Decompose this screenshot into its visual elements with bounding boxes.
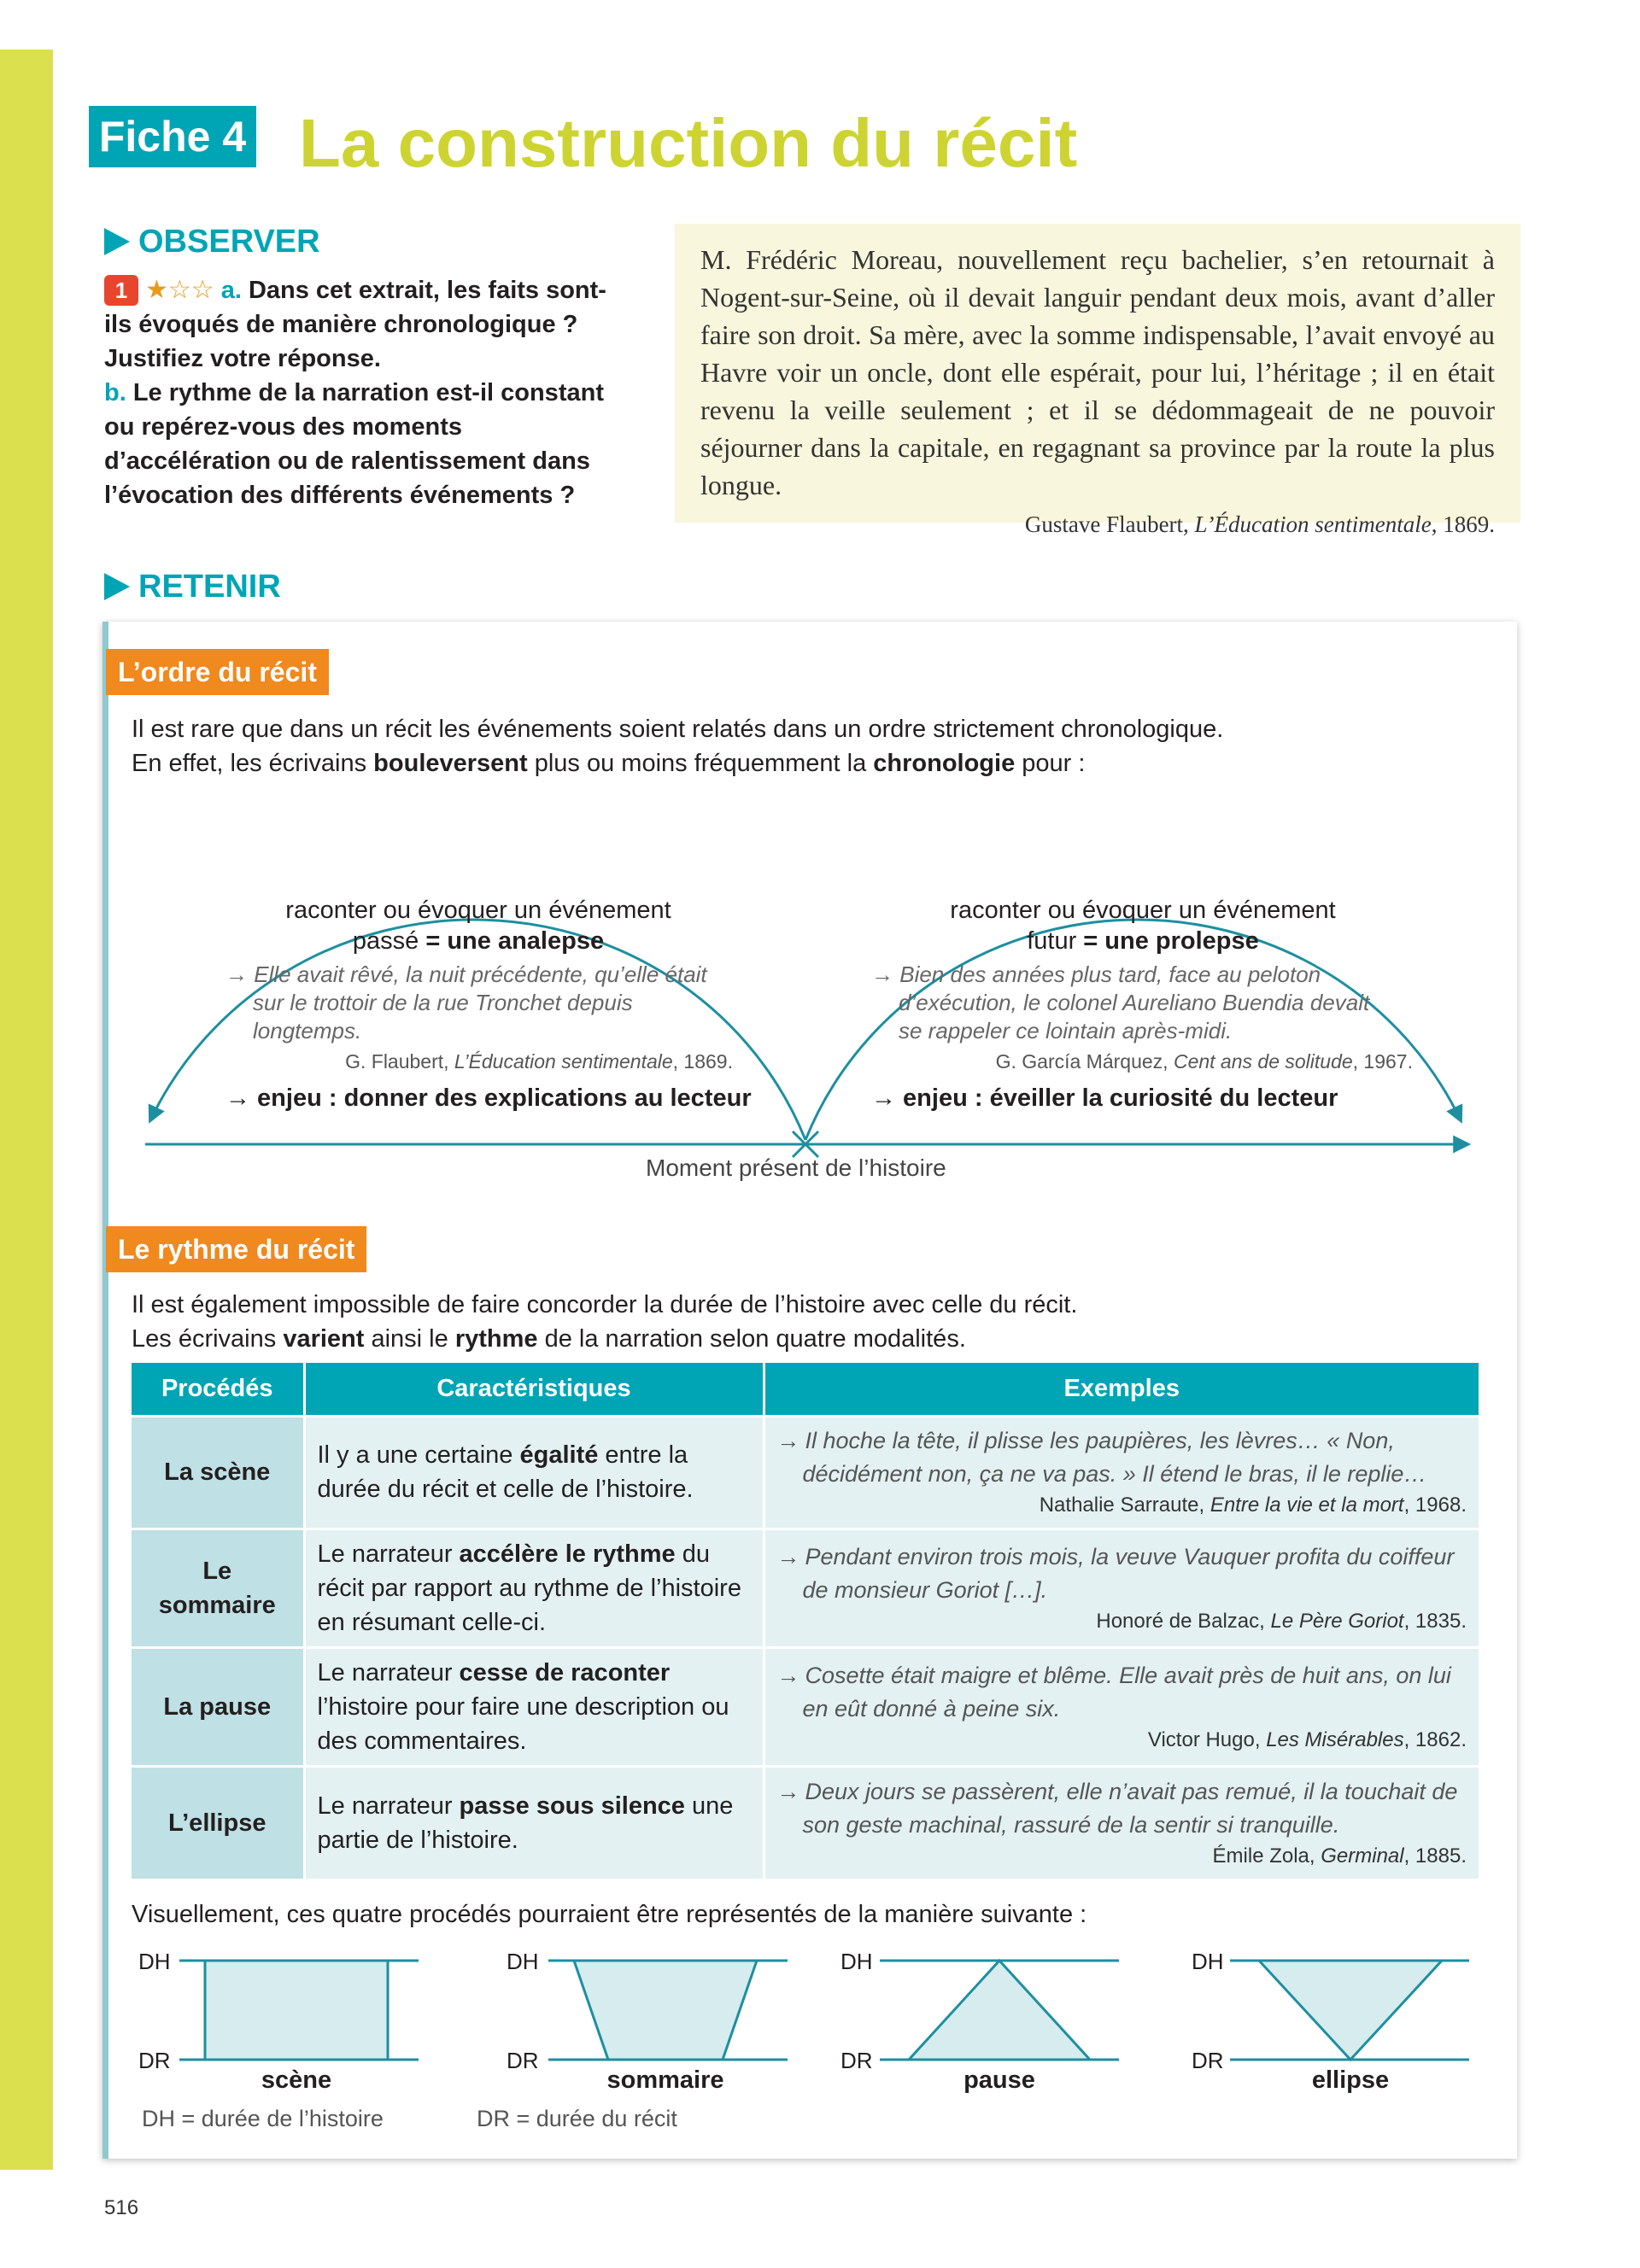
fiche-badge: Fiche 4 [89,106,256,167]
exemple-cell: → Cosette était maigre et blême. Elle avait près de huit ans, on lui en eût donné à peine six. Victor Hugo, Les Misérables, 1862. [764,1647,1480,1766]
question-a-text: Dans cet extrait, les faits sont-ils évoqués de manière chronologique ? Justifiez votre réponse. [104,277,606,372]
shape-name: scène [261,2066,332,2094]
page-number: 516 [104,2196,139,2219]
procede-cell: La pause [132,1647,304,1766]
excerpt-source: Gustave Flaubert, L’Éducation sentimentale, 1869. [1024,511,1495,537]
procede-cell: Le sommaire [132,1529,304,1647]
ordre-intro-line1: Il est rare que dans un récit les événements soient relatés dans un ordre strictement chronologique. [132,716,1224,743]
prolepse-citation: G. García Márquez, Cent ans de solitude, 1967. [995,1050,1413,1073]
ordre-tag: L’ordre du récit [106,649,329,695]
caracteristique-cell: Le narrateur cesse de raconter l’histoire pour faire une description ou des commentaires. [304,1647,764,1766]
caracteristique-cell: Le narrateur passe sous silence une partie de l’histoire. [304,1766,764,1879]
timeline-label: Moment présent de l’histoire [646,1154,946,1181]
difficulty-stars-icon: ★☆☆ [145,276,214,304]
caracteristique-cell: Le narrateur accélère le rythme du récit par rapport au rythme de l’histoire en résumant celle-ci. [304,1529,764,1647]
shape-name: sommaire [606,2066,724,2094]
exemple-citation: Nathalie Sarraute, Entre la vie et la mort, 1968. [1039,1493,1467,1517]
retenir-heading: RETENIR [104,567,281,606]
legend-dr: DR = durée du récit [477,2106,677,2131]
prolepse-example: → Bien des années plus tard, face au peloton d’exécution, le colonel Aureliano Buendia devait se rappeler ce lointain après-midi. [871,962,1370,1043]
dr-label: DR [507,2048,539,2073]
rythme-tag: Le rythme du récit [106,1226,366,1272]
exemple-citation: Victor Hugo, Les Misérables, 1862. [1147,1727,1467,1751]
rythme-intro-line1: Il est également impossible de faire concorder la durée de l’histoire avec celle du récit. [132,1291,1078,1318]
procede-cell: L’ellipse [132,1766,304,1879]
dh-label: DH [138,1949,171,1974]
dh-label: DH [840,1949,873,1974]
exemple-cell: → Il hoche la tête, il plisse les paupières, les lèvres… « Non, décidément non, ça ne va pas. » Il étend le bras, il le replie… Nathalie Sarraute, Entre la vie et la mort, 1968. [764,1416,1480,1529]
analepse-example: → Elle avait rêvé, la nuit précédente, qu’elle était sur le trottoir de la rue Tronchet depuis longtemps. [226,962,707,1043]
dr-label: DR [1192,2048,1224,2073]
exemple-cell: → Pendant environ trois mois, la veuve Vauquer profita du coiffeur de monsieur Goriot […]. Honoré de Balzac, Le Père Goriot, 1835. [764,1529,1480,1647]
shape-ellipse [1230,1961,1469,2060]
dr-label: DR [840,2048,873,2073]
analepse-label: raconter ou évoquer un événement passé = une analepse [285,897,671,955]
column-header: Caractéristiques [304,1363,764,1416]
analepse-citation: G. Flaubert, L’Éducation sentimentale, 1869. [345,1050,733,1073]
question-b-letter: b. [104,379,126,406]
shape-sommaire [548,1961,788,2060]
visual-intro: Visuellement, ces quatre procédés pourraient être représentés de la manière suivante : [132,1901,1087,1928]
column-header: Procédés [132,1363,304,1416]
question-b-text: Le rythme de la narration est-il constant ou repérez-vous des moments d’accélération ou de ralentissement dans l’évocation des différents événements ? [104,379,604,509]
shape-scene [179,1961,419,2060]
prolepse-label: raconter ou évoquer un événement futur = une prolepse [950,897,1336,955]
shape-pause [880,1961,1119,2060]
question-a-letter: a. [220,277,242,304]
rythme-intro-line2: Les écrivains varient ainsi le rythme de la narration selon quatre modalités. [132,1325,966,1353]
exemple-citation: Émile Zola, Germinal, 1885. [1212,1844,1467,1868]
analepse-enjeu: → enjeu : donner des explications au lecteur [226,1084,752,1112]
column-header: Exemples [764,1363,1480,1416]
ordre-intro-line2: En effet, les écrivains bouleversent plus ou moins fréquemment la chronologie pour : [132,750,1086,777]
exercise-number: 1 [104,275,138,306]
dh-label: DH [1192,1949,1224,1974]
shape-name: ellipse [1311,2066,1390,2094]
procede-cell: La scène [132,1416,304,1529]
observer-heading: OBSERVER [104,222,320,261]
shape-name: pause [964,2066,1035,2094]
page-title: La construction du récit [299,105,1078,181]
caracteristique-cell: Il y a une certaine égalité entre la durée du récit et celle de l’histoire. [304,1416,764,1529]
dh-label: DH [507,1949,539,1974]
dr-label: DR [138,2048,171,2073]
legend-dh: DH = durée de l’histoire [142,2106,384,2131]
exemple-cell: → Deux jours se passèrent, elle n’avait pas remué, il la touchait de son geste machinal, rassuré de la sentir si tranquille. Émile Zola, Germinal, 1885. [764,1766,1480,1879]
exemple-citation: Honoré de Balzac, Le Père Goriot, 1835. [1096,1609,1467,1633]
prolepse-enjeu: → enjeu : éveiller la curiosité du lecteur [871,1084,1338,1112]
excerpt-text: M. Frédéric Moreau, nouvellement reçu bachelier, s’en retournait à Nogent-sur-Seine, où il devait languir pendant deux mois, avant d’aller faire son droit. Sa mère, avec la somme indispensable, l’avait envoyé au Havre voir un oncle, dont elle espérait, pour lui, l’héritage ; il en était revenu la veille seulement ; et il se dédommageait de ne pouvoir séjourner dans la capitale, en regagnant sa province par la route la plus longue. [700,244,1495,500]
